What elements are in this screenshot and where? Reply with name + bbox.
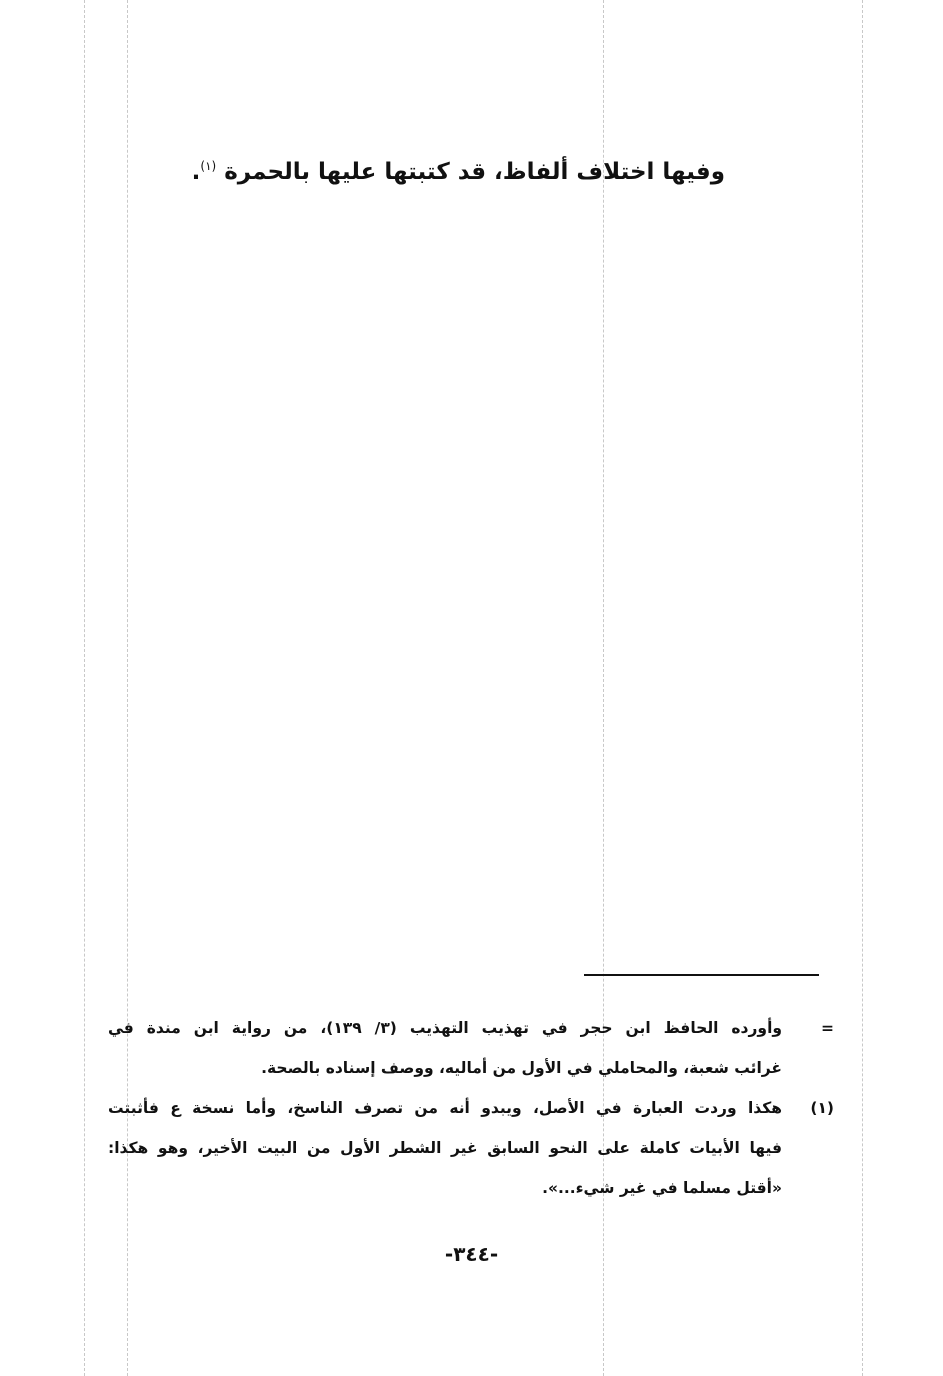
footnote-line: هكذا وردت العبارة في الأصل، ويبدو أنه من تصرف الناسخ، وأما نسخة ع فأثبتت <box>108 1099 782 1117</box>
body-text: وفيها اختلاف ألفاظ، قد كتبتها عليها بالحمرة <box>224 159 725 185</box>
footnote-continuation <box>108 1008 846 1088</box>
footnote-line: غرائب شعبة، والمحاملي في الأول من أماليه، ووصف إسناده بالصحة. <box>261 1059 782 1077</box>
footnote-separator <box>584 974 819 976</box>
footnote-marker: (١) <box>810 1099 834 1117</box>
footnote-line: «أقتل مسلما في غير شيء...». <box>542 1179 782 1197</box>
footnote-line: وأورده الحافظ ابن حجر في تهذيب التهذيب (٣/ ١٣٩)، من رواية ابن مندة في <box>108 1019 783 1037</box>
scan-artifact-line <box>84 0 85 1376</box>
body-end-punctuation: . <box>191 159 201 185</box>
footnote-marker: = <box>821 1019 834 1037</box>
footnote-line: فيها الأبيات كاملة على النحو السابق غير الشطر الأول من البيت الأخير، وهو هكذا: <box>108 1139 782 1157</box>
footnote-reference: (١) <box>200 159 217 173</box>
footnotes-section <box>108 1008 846 1208</box>
scan-artifact-line <box>862 0 863 1376</box>
body-paragraph <box>120 146 725 192</box>
footnote-1 <box>108 1088 846 1208</box>
page-number: -٣٤٤- <box>444 1242 499 1266</box>
